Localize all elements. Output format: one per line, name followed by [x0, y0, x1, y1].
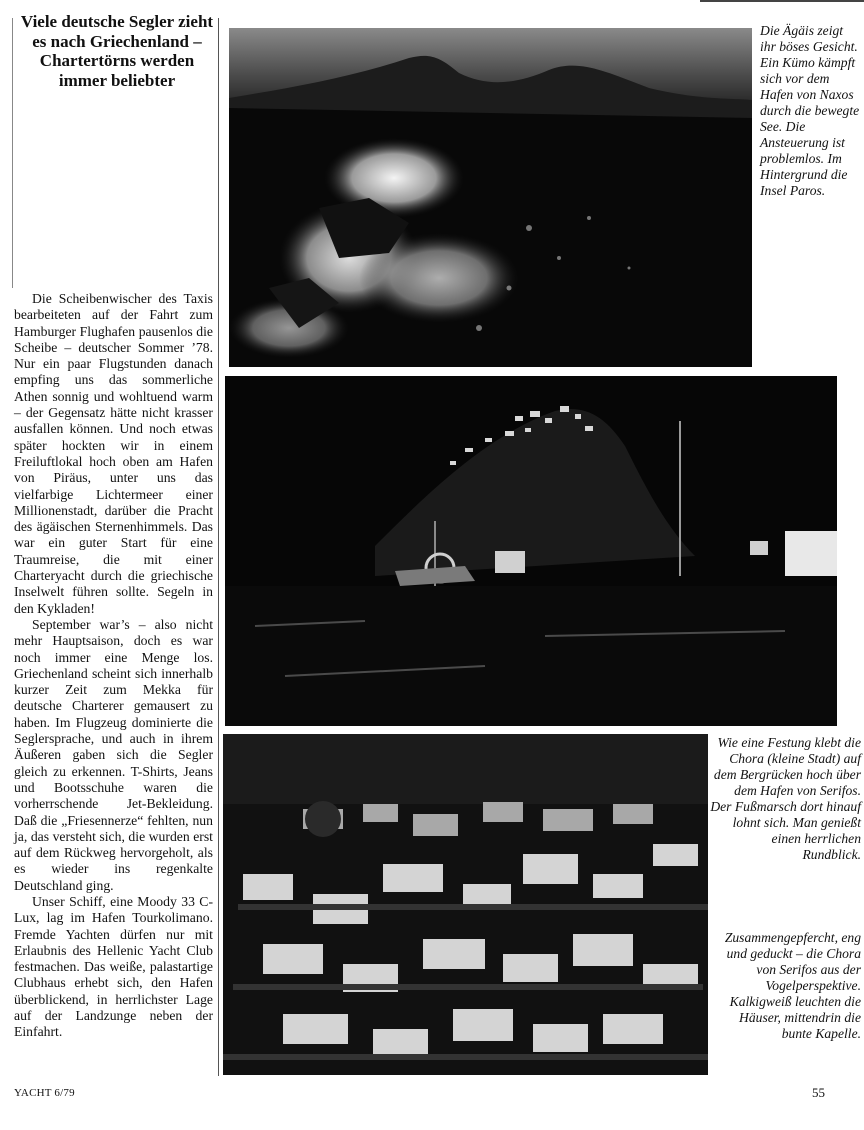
page-number: 55 [812, 1085, 825, 1100]
photo-chora-aerial [223, 734, 708, 1075]
caption-serifos: Zusammengepfercht, eng und geduckt – die Chora von Serifos aus der Vogelperspektive. Kalkigweiß leuchten die Häuser, mittendrin die bunte Kapelle. [724, 930, 861, 1041]
body-paragraph: September war’s – also nicht mehr Hauptsaison, doch es war noch immer eine Menge los. Griechenland scheint sich innerhalb kurzer Zeit zum Mekka für deutsche Charterer gemausert zu haben. Im Flugzeug dominierte die Seglersprache, und auch in ihrem Äußeren gaben sich die Segler gleich zu erkennen. T-Shirts, Jeans und Bootsschuhe waren die vorherrschende Jet-Bekleidung. Daß die „Friesennerze“ fehlten, nun ja, das versteht sich, die wurden erst auf dem Rückweg hervorgeholt, als es wieder ins regenkalte Deutschland ging. [14, 616, 213, 893]
body-paragraph: Unser Schiff, eine Moody 33 C-Lux, lag im Hafen Tourkolimano. Fremde Yachten dürfen nur mit Erlaubnis des Hellenic Yacht Club festmachen. Das weiße, palastartige Clubhaus erhebt sich, den Hafen überblickend, in herrlichster Lage auf der Landzunge neben der Einfahrt. [14, 893, 213, 1040]
caption-chora: Wie eine Festung klebt die Chora (kleine Stadt) auf dem Bergrücken hoch über dem Hafen von Serifos. Der Fußmarsch dort hinauf lohnt sich. Man genießt einen herrlichen Rundblick. [710, 735, 861, 862]
left-column-rule [12, 18, 13, 288]
article-body [14, 291, 213, 1041]
top-rule [700, 0, 864, 2]
column-divider [218, 18, 219, 1076]
photo-serifos-harbour-night [225, 376, 837, 726]
caption-naxos: Die Ägäis zeigt ihr böses Gesicht. Ein Kümo kämpft sich vor dem Hafen von Naxos durch die bewegte See. Die Ansteuerung ist problemlos. Im Hintergrund die Insel Paros. [760, 23, 860, 198]
article-headline: Viele deutsche Segler zieht es nach Griechenland – Chartertörns werden immer beliebter [20, 12, 214, 90]
body-paragraph: Die Scheibenwischer des Taxis bearbeiteten auf der Fahrt zum Hamburger Flughafen pausenlos die Scheibe – deutscher Sommer ’78. Nur ein paar Flugstunden danach empfing uns das sommerliche Athen sonnig und wohltuend warm – der Gegensatz hätte nicht krasser ausfallen können. Und noch etwas später hockten wir in einem Freiluftlokal hoch oben am Hafen von Piräus, unter uns das vielfarbige Lichtermeer einer Millionenstadt, darüber die Pracht des ägäischen Sternenhimmels. Das war ein guter Start für eine Traumreise, die mit einer Charteryacht durch die griechische Inselwelt führen sollte. Segeln in den Kykladen! [14, 291, 213, 616]
photo-naxos-storm [229, 28, 752, 367]
magazine-issue: YACHT 6/79 [14, 1087, 75, 1099]
